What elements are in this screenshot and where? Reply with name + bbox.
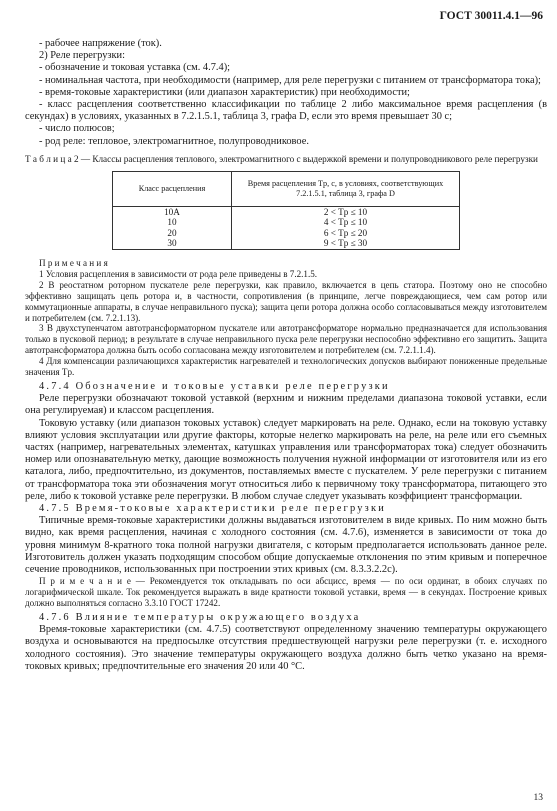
table-header-time: Время расцепления Tp, с, в условиях, соответствующих 7.2.1.5.1, таблица 3, графа D xyxy=(232,171,460,206)
table-cell: 10A xyxy=(113,206,232,217)
table-cell: 10 xyxy=(113,217,232,228)
note-item: 3 В двухступенчатом автотрансформаторном пускателе или автотрансформаторе нормально предназначается для использования только в пусковой период; в результате в случае неправильного пуска реле перегрузки неспособно эффективно его защитить. Защита автотрансформатора должна быть особо согласована между изготовителем и потребителем (см. 7.2.1.1.4). xyxy=(25,323,547,356)
table-cell: 30 xyxy=(113,238,232,249)
table-caption-text: — Классы расцепления теплового, электромагнитного с выдержкой времени и полупроводникового реле перегрузки xyxy=(78,153,538,164)
paragraph: Время-токовые характеристики (см. 4.7.5) соответствуют определенному значению температуры окружающего воздуха и основываются на предпосылке отсутствия предшествующей нагрузки реле перегрузки (т. е. исходного холодного состояния). Это значение температуры окружающего воздуха должно быть четко указано на время-токовых кривых; предпочтительные его значения 20 или 40 °С. xyxy=(25,624,547,672)
table-cell: 2 < Tp ≤ 10 xyxy=(232,206,460,217)
table-row xyxy=(113,217,460,228)
list-item: - число полюсов; xyxy=(39,123,115,135)
table-cell: 6 < Tp ≤ 20 xyxy=(232,228,460,239)
list-item: 2) Реле перегрузки: xyxy=(39,50,125,62)
list-item: - обозначение и токовая уставка (см. 4.7.4); xyxy=(39,62,231,74)
section-heading: 4.7.5 Время-токовые характеристики реле перегрузки xyxy=(39,503,386,514)
table-header-row xyxy=(113,171,460,206)
note-item: П р и м е ч а н и е — Рекомендуется ток откладывать по оси абсцисс, время — по оси ординат, в обоих случаях по логарифмической шкале. Ток рекомендуется выражать в виде кратности токовой уставки, время — в секундах. Построение кривых должно выполняться согласно 3.3.10 ГОСТ 17242. xyxy=(25,576,547,609)
table-cell: 9 < Tp ≤ 30 xyxy=(232,238,460,249)
list-item: - класс расцепления соответственно классификации по таблице 2 либо максимальное время расцепления (в секундах) в условиях, указанных в 7.2.1.5.1, таблица 3, графа D, если это время превышает 30 с; xyxy=(25,99,547,123)
note-item: 1 Условия расцепления в зависимости от рода реле приведены в 7.2.1.5. xyxy=(39,268,318,279)
table-row xyxy=(113,238,460,249)
list-item: - время-токовые характеристики (или диапазон характеристик) при необходимости; xyxy=(39,86,410,98)
section-heading: 4.7.4 Обозначение и токовые уставки реле перегрузки xyxy=(39,380,390,392)
paragraph: Реле перегрузки обозначают токовой уставкой (верхним и нижним пределами диапазона токовой уставки, если она регулируемая) и классом расцепления. xyxy=(25,393,547,417)
section-heading: 4.7.6 Влияние температуры окружающего воздуха xyxy=(39,611,361,623)
table-cell: 20 xyxy=(113,228,232,239)
table-row xyxy=(113,228,460,239)
notes-title: П р и м е ч а н и я xyxy=(39,258,108,268)
table-caption-label: Т а б л и ц а 2 xyxy=(25,153,79,164)
note-item: 2 В реостатном роторном пускателе реле перегрузки, как правило, включается в цепь статора. Поэтому оно не способно эффективно защищать цепь ротора и, в частности, сопротивления (в принципе, легче повреждающиеся, чем сам ротор или коммутационные аппараты, в случае неправильного пуска); защита цепи ротора должна особо согласовываться между изготовителем и потребителем (см. 7.2.1.13). xyxy=(25,279,547,323)
table-header-class: Класс расцепления xyxy=(113,171,232,206)
page-number: 13 xyxy=(533,793,543,803)
table-cell: 4 < Tp ≤ 10 xyxy=(232,217,460,228)
list-item: - рабочее напряжение (ток). xyxy=(39,38,162,49)
note-item: 4 Для компенсации различающихся характеристик нагревателей и технологических допусков выбирают пониженные предельные значения Tp. xyxy=(25,356,547,378)
paragraph: Типичные время-токовые характеристики должны выдаваться изготовителем в виде кривых. По ним можно быть видно, как время расцепления, начиная с холодного состояния (см. 4.7.6), изменяется в зависимости от тока до уровня минимум 8-кратного тока полной нагрузки двигателя, с которым предполагается использовать данное реле. Изготовитель должен указать подходящим способом общие допускаемые отклонения по этим кривым и поперечное сечение проводников, использованных при построении этих кривых (см. 8.3.3.2.2c). xyxy=(25,515,547,576)
table-caption xyxy=(25,154,547,165)
table-row xyxy=(113,206,460,217)
list-item: - род реле: тепловое, электромагнитное, полупроводниковое. xyxy=(39,135,309,147)
list-item: - номинальная частота, при необходимости (например, для реле перегрузки с питанием от трансформатора тока); xyxy=(39,74,541,86)
trip-class-table xyxy=(112,171,460,250)
paragraph: Токовую уставку (или диапазон токовых уставок) следует маркировать на реле. Однако, если на токовую уставку влияют условия эксплуатации или другие факторы, которые нелегко маркировать на реле, на реле или его съемных частях (например, нагревательных элементах, катушках управления или трансформаторах тока) следует обозначить номер или опознавательную метку, дающие возможность получения нужной информации от изготовителя или из его каталога, либо, предпочтительно, из документов, поставляемых вместе с пускателем. У реле перегрузки с питанием от трансформатора тока эти обозначения могут относиться либо к первичному току трансформатора, питающего это реле, либо к токовой уставке реле перегрузки. В любом случае следует указывать коэффициент трансформации. xyxy=(25,417,547,502)
document-body xyxy=(25,38,547,673)
document-id: ГОСТ 30011.4.1—96 xyxy=(439,10,543,22)
